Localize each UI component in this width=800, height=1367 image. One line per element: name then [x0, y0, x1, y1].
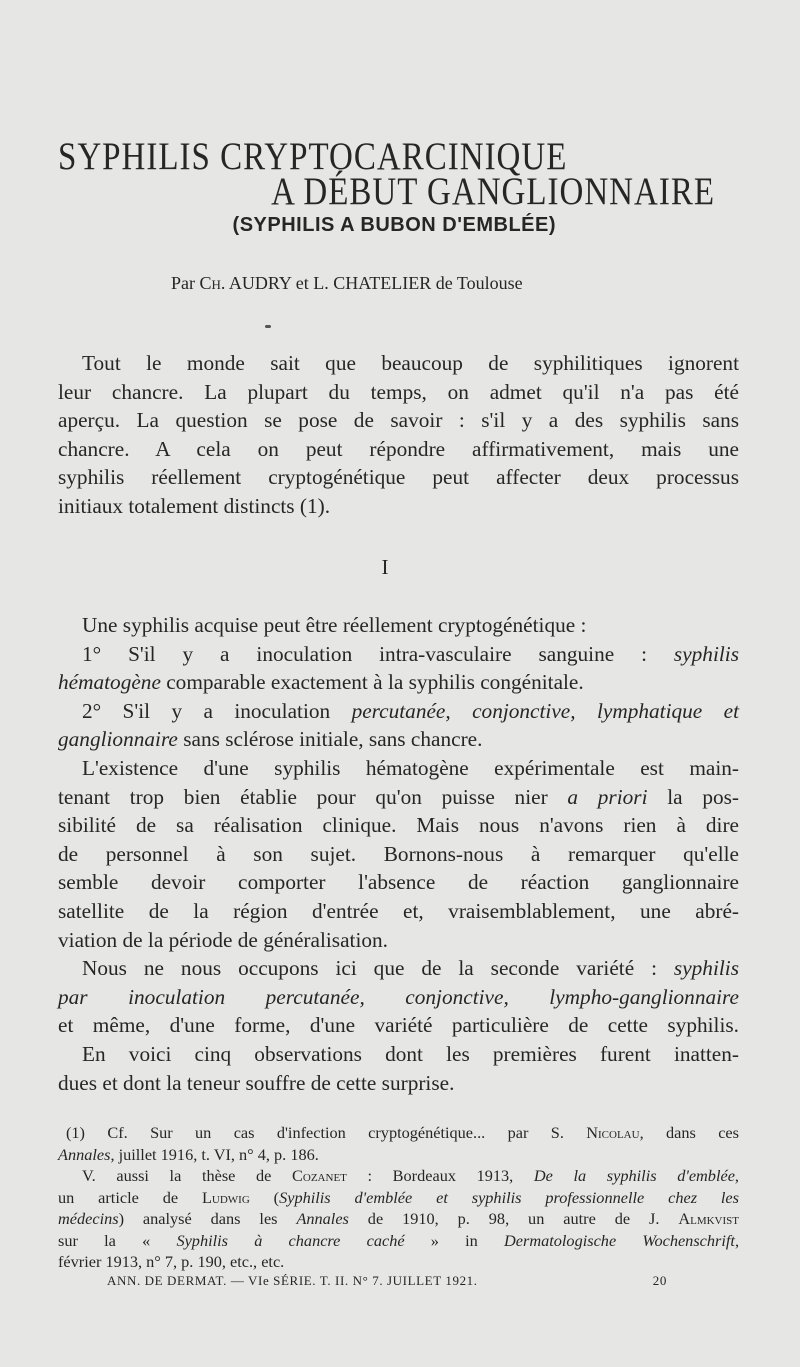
page-number: 20 [652, 1273, 667, 1288]
text-line: chancre. A cela on peut répondre affirmativement, mais une [58, 436, 739, 461]
text-line: initiaux totalement distincts (1). [58, 493, 331, 518]
article-subtitle: (SYPHILIS A BUBON D'EMBLÉE) [232, 214, 556, 236]
text-line: ganglionnaire sans sclérose initiale, sans chancre. [58, 727, 483, 752]
text-line: 2° S'il y a inoculation percutanée, conjonctive, lymphatique et [82, 698, 740, 723]
footnote-line: (1) Cf. Sur un cas d'infection cryptogénétique... par S. Nicolau, dans ces [66, 1123, 739, 1142]
footnote-line: un article de Ludwig (Syphilis d'emblée et syphilis professionnelle chez les [58, 1187, 739, 1207]
body-text [58, 611, 739, 1097]
footnote-line: médecins) analysé dans les Annales de 1910, p. 98, un autre de J. Almkvist [58, 1209, 739, 1228]
author-initial: Ch. [199, 273, 226, 293]
authors-prefix: Par [171, 273, 200, 293]
text-line: et même, d'une forme, d'une variété particulière de cette syphilis. [58, 1013, 739, 1038]
article-title-line-2: A DÉBUT GANGLIONNAIRE [271, 171, 715, 214]
text-line: sibilité de sa réalisation clinique. Mais nous n'avons rien à dire [58, 813, 739, 838]
text-line: hématogène comparable exactement à la syphilis congénitale. [58, 670, 584, 695]
text-line: leur chancre. La plupart du temps, on admet qu'il n'a pas été [58, 379, 739, 404]
text-line: tenant trop bien établie pour qu'on puisse nier a priori la pos- [58, 784, 739, 809]
text-line: de personnel à son sujet. Bornons-nous à remarquer qu'elle [58, 841, 739, 866]
footnote [58, 1122, 739, 1273]
section-number: I [381, 555, 389, 579]
text-line: Une syphilis acquise peut être réellement cryptogénétique : [82, 613, 587, 637]
text-line: viation de la période de généralisation. [58, 927, 388, 952]
separator-mark [265, 325, 271, 328]
footnote-line: février 1913, n° 7, p. 190, etc., etc. [58, 1252, 285, 1271]
text-line: Tout le monde sait que beaucoup de syphilitiques ignorent [82, 351, 739, 375]
text-line: aperçu. La question se pose de savoir : s'il y a des syphilis sans [58, 408, 739, 433]
article-authors [171, 273, 523, 294]
text-line: syphilis réellement cryptogénétique peut affecter deux processus [58, 465, 739, 490]
authors-names: AUDRY et L. CHATELIER de Toulouse [225, 273, 523, 293]
text-line: par inoculation percutanée, conjonctive, lympho-ganglionnaire [58, 984, 739, 1009]
article-title-line-1: SYPHILIS CRYPTOCARCINIQUE [58, 136, 568, 179]
footnote-line: Annales, juillet 1916, t. VI, n° 4, p. 186. [58, 1144, 319, 1164]
text-line: satellite de la région d'entrée et, vraisemblablement, une abré- [58, 898, 739, 923]
text-line: Nous ne nous occupons ici que de la seconde variété : syphilis [82, 956, 739, 981]
text-line: semble devoir comporter l'absence de réaction ganglionnaire [58, 870, 739, 895]
text-line: L'existence d'une syphilis hématogène expérimentale est main- [82, 755, 739, 780]
text-line: 1° S'il y a inoculation intra-vasculaire sanguine : syphilis [82, 641, 739, 666]
intro-paragraph [58, 349, 739, 521]
journal-reference: ANN. DE DERMAT. — VIe SÉRIE. T. II. N° 7. JUILLET 1921. [107, 1273, 478, 1288]
footnote-line: V. aussi la thèse de Cozanet : Bordeaux 1913, De la syphilis d'emblée, [82, 1166, 739, 1185]
running-footer [107, 1273, 667, 1289]
footnote-line: sur la « Syphilis à chancre caché » in Dermatologische Wochenschrift, [58, 1230, 740, 1250]
text-line: En voici cinq observations dont les premières furent inatten- [82, 1041, 739, 1066]
text-line: dues et dont la teneur souffre de cette surprise. [58, 1070, 455, 1095]
